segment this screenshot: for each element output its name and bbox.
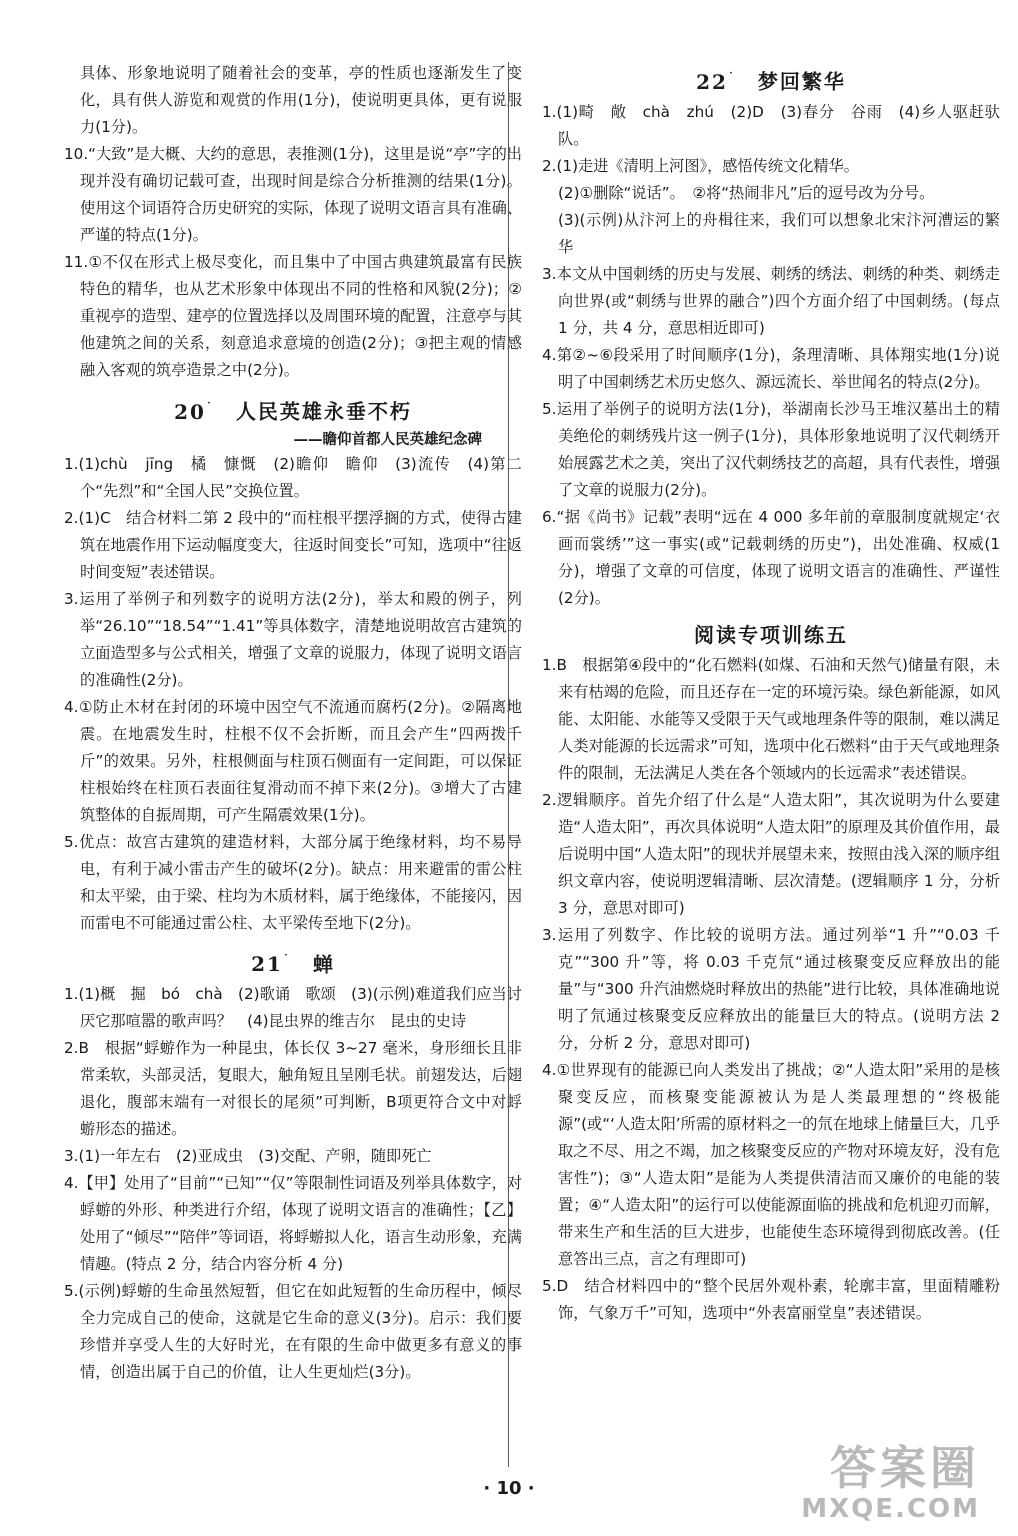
s21-answer-5: 5.(示例)蜉蝣的生命虽然短暂，但它在如此短暂的生命历程中，倾尽全力完成自己的使命，这就是它生命的意义(3分)。启示：我们要珍惜并享受人生的大好时光，在有限的生命中做更多有意义的事情，创造出属于自己的价值，让人生更灿烂(3分)。 [64, 1282, 522, 1382]
s21-answer-3: 3.(1)一年左右 (2)亚成虫 (3)交配、产卵，随即死亡 [64, 1147, 432, 1166]
section-20-number: 20˙ [174, 399, 214, 424]
section-21-heading: 蝉 [312, 952, 335, 977]
s21-answer-4: 4.【甲】处用了“目前”“已知”“仅”等限制性词语及列举具体数字，对蜉蝣的外形、种类进行介绍，体现了说明文语言的准确性；【乙】处用了“倾尽”“陪伴”等词语，将蜉蝣拟人化，语言生动形象，充满情趣。(特点 2 分，结合内容分析 4 分) [64, 1174, 522, 1274]
section-22-heading: 梦回繁华 [757, 69, 846, 94]
s20-answer-3: 3.运用了举例子和列数字的说明方法(2分)，举太和殿的例子，列举“26.10”“18.54”“1.41”等具体数字，清楚地说明故宫古建筑的立面造型多与公式相关，增强了文章的说服力，体现了说明文语言的准确性(2分)。 [64, 589, 522, 689]
s20-answer-4: 4.①防止木材在封闭的环境中因空气不流通而腐朽(2分)。②隔离地震。在地震发生时，柱根不仅不会折断，而且会产生“四两拨千斤”的效果。另外，柱根侧面与柱顶石侧面有一定间距，可以保证柱根始终在柱顶石表面往复滑动而不掉下来(2分)。③增大了古建筑整体的自振周期，可产生隔震效果(1分)。 [64, 697, 522, 824]
r5-answer-2: 2.逻辑顺序。首先介绍了什么是“人造太阳”，其次说明为什么要建造“人造太阳”，再次具体说明“人造太阳”的原理及其价值作用，最后说明中国“人造太阳”的现状并展望未来，按照由浅入深的顺序组织文章内容，使说明逻辑清晰、层次清楚。(逻辑顺序 1 分，分析 3 分，意思对即可) [542, 790, 1000, 917]
section-22-number: 22˙ [696, 69, 736, 94]
s22-answer-2-part3: (3)(示例)从汴河上的舟楫往来，我们可以想象北宋汴河漕运的繁华 [558, 210, 1000, 256]
right-column [542, 60, 1000, 1327]
section-20-title [64, 390, 522, 429]
section-20-subtitle: ——瞻仰首都人民英雄纪念碑 [293, 431, 482, 448]
r5-answer-3: 3.运用了列数字、作比较的说明方法。通过列举“1 升”“0.03 千克”“300 升”等，将 0.03 千克氘“通过核聚变反应释放出的能量”与“300 升汽油燃烧时释放出的热能”进行比较，具体准确地说明了氘通过核聚变反应释放出的能量巨大的特点。(说明方法 2 分，分析 2 分，意思对即可) [542, 925, 1000, 1052]
reading-training-5-heading: 阅读专项训练五 [694, 622, 848, 647]
answer-10: 10.“大致”是大概、大约的意思，表推测(1分)，这里是说“亭”字的出现并没有确切记载可查，出现时间是综合分析推测的结果(1分)。使用这个词语符合历史研究的实际，体现了说明文语言具有准确、严谨的特点(1分)。 [64, 145, 522, 244]
section-22-title [542, 60, 1000, 99]
section-20-heading: 人民英雄永垂不朽 [235, 399, 412, 424]
s22-answer-2-part2: (2)①删除“说话”。 ②将“热闹非凡”后的逗号改为分号。 [558, 183, 935, 202]
answer-11: 11.①不仅在形式上极尽变化，而且集中了中国古典建筑最富有民族特色的精华，也从艺术形象中体现出不同的性格和风貌(2分)；②重视亭的造型、建亭的位置选择以及周围环境的配置，注意亭与其他建筑之间的关系，刻意追求意境的创造(2分)；③把主观的情感融入客观的筑亭造景之中(2分)。 [64, 253, 522, 379]
page-number: · 10 · [483, 1478, 535, 1499]
site-watermark [801, 1442, 980, 1524]
s22-answer-1: 1.(1)畸 敞 chà zhú (2)D (3)春分 谷雨 (4)乡人驱赶驮队。 [542, 102, 1000, 148]
column-divider [508, 62, 509, 1467]
section-21-title [64, 943, 522, 982]
left-column [64, 60, 522, 1386]
s22-answer-6: 6.“据《尚书》记载”表明“远在 4 000 多年前的章服制度就规定‘衣画而裳绣’”这一事实(或“记载刺绣的历史”)，出处准确、权威(1分)，增强了文章的可信度，体现了说明文语言的准确性、严谨性(2分)。 [542, 507, 1000, 607]
answer-continuation: 具体、形象地说明了随着社会的变革，亭的性质也逐渐发生了变化，具有供人游览和观赏的作用(1分)，使说明更具体，更有说服力(1分)。 [80, 64, 522, 136]
s22-answer-3: 3.本文从中国刺绣的历史与发展、刺绣的绣法、刺绣的种类、刺绣走向世界(或“刺绣与世界的融合”)四个方面介绍了中国刺绣。(每点 1 分，共 4 分，意思相近即可) [542, 264, 1000, 337]
s20-answer-5: 5.优点：故宫古建筑的建造材料，大部分属于绝缘材料，均不易导电，有利于减小雷击产生的破坏(2分)。缺点：用来避雷的雷公柱和太平梁，由于梁、柱均为木质材料，属于绝缘体，不能接闪，因而雷电不可能通过雷公柱、太平梁传至地下(2分)。 [64, 832, 522, 932]
watermark-url: MXQE.COM [801, 1494, 980, 1524]
r5-answer-1: 1.B 根据第④段中的“化石燃料(如煤、石油和天然气)储量有限，未来有枯竭的危险，而且还存在一定的环境污染。绿色新能源，如风能、太阳能、水能等又受限于天气或地理条件等的限制，难以满足人类对能源的长远需求”可知，选项中化石燃料“由于天气或地理条件的限制，无法满足人类在各个领域内的长远需求”表述错误。 [542, 655, 1000, 782]
s22-answer-5: 5.运用了举例子的说明方法(1分)，举湖南长沙马王堆汉墓出土的精美绝伦的刺绣残片这一例子(1分)，具体形象地说明了汉代刺绣开始展露艺术之美，突出了汉代刺绣技艺的高超，具有代表性，增强了文章的说服力(2分)。 [542, 399, 1000, 499]
section-21-number: 21˙ [251, 952, 291, 977]
s20-answer-2: 2.(1)C 结合材料二第 2 段中的“而柱根平摆浮搁的方式，使得古建筑在地震作用下运动幅度变大，往返时间变长”可知，选项中“往返时间变短”表述错误。 [64, 508, 522, 581]
r5-answer-5: 5.D 结合材料四中的“整个民居外观朴素，轮廓丰富，里面精雕粉饰，气象万千”可知，选项中“外表富丽堂皇”表述错误。 [542, 1276, 1000, 1322]
s21-answer-2: 2.B 根据“蜉蝣作为一种昆虫，体长仅 3~27 毫米，身形细长且非常柔软，头部灵活，复眼大，触角短且呈刚毛状。前翅发达，后翅退化，腹部末端有一对很长的尾须”可判断，B项更符合文中对蜉蝣形态的描述。 [64, 1039, 522, 1139]
reading-training-5-title [542, 618, 1000, 652]
s22-answer-2: 2.(1)走进《清明上河图》，感悟传统文化精华。 [542, 156, 859, 175]
s21-answer-1: 1.(1)概 掘 bó chà (2)歌诵 歌颂 (3)(示例)难道我们应当讨厌它那喧嚣的歌声吗？ (4)昆虫界的维吉尔 昆虫的史诗 [64, 985, 522, 1031]
s20-answer-1: 1.(1)chù jīng 橘 慷慨 (2)瞻仰 瞻仰 (3)流传 (4)第二个“先烈”和“全国人民”交换位置。 [64, 454, 522, 500]
s22-answer-4: 4.第②~⑥段采用了时间顺序(1分)，条理清晰、具体翔实地(1分)说明了中国刺绣艺术历史悠久、源远流长、举世闻名的特点(2分)。 [542, 345, 1000, 391]
r5-answer-4: 4.①世界现有的能源已向人类发出了挑战；②“人造太阳”采用的是核聚变反应，而核聚变能源被认为是人类最理想的“终极能源”(或“‘人造太阳’所需的原材料之一的氘在地球上储量巨大，几乎取之不尽、用之不竭，加之核聚变反应的产物对环境友好，没有危害性”)；③“人造太阳”是能为人类提供清洁而又廉价的电能的装置；④“人造太阳”的运行可以使能源面临的挑战和危机迎刃而解，带来生产和生活的巨大进步，也能使生态环境得到彻底改善。(任意答出三点，言之有理即可) [542, 1060, 1000, 1268]
watermark-logo-text: 答案圈 [830, 1441, 980, 1495]
